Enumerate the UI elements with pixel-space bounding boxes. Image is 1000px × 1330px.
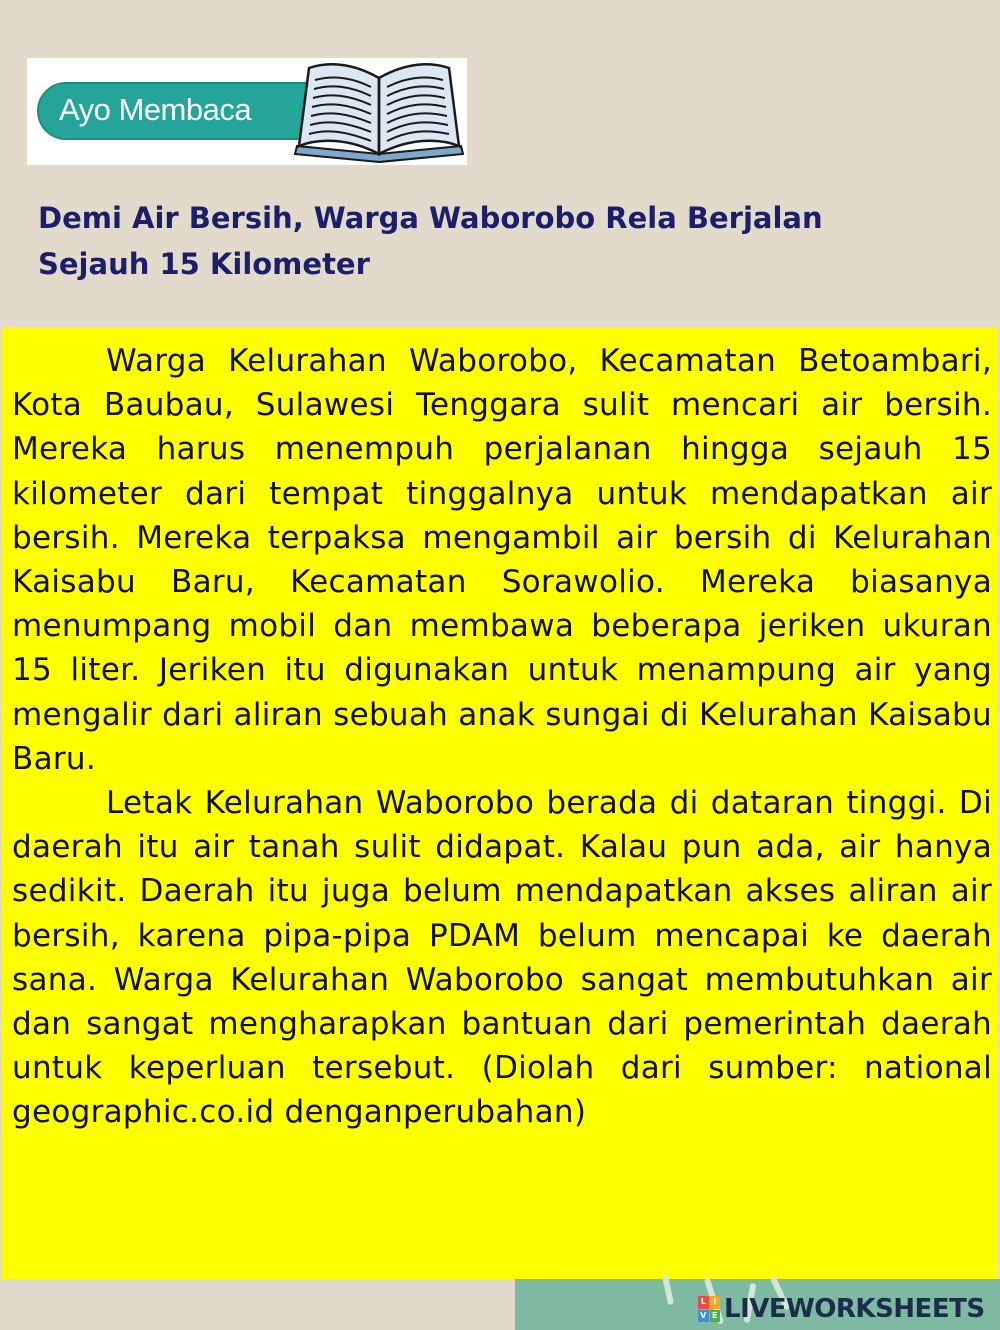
article-title: [38, 195, 968, 287]
article-paragraph-2: Letak Kelurahan Waborobo berada di dataran tinggi. Di daerah itu air tanah sulit didapat. Kalau pun ada, air hanya sedikit. Daerah itu juga belum mendapatkan akses aliran air bersih, karena pipa-pipa PDAM belum mencapai ke daerah sana. Warga Kelurahan Waborobo sangat membutuhkan air dan sangat mengharapkan bantuan dari pemerintah daerah untuk keperluan tersebut. (Diolah dari sumber: national geographic.co.id denganperubahan): [12, 785, 992, 1131]
liveworksheets-logo-icon: L I V E: [698, 1296, 720, 1322]
article-title-line-1: Demi Air Bersih, Warga Waborobo Rela Berjalan: [38, 201, 823, 235]
article-paragraph-1: Warga Kelurahan Waborobo, Kecamatan Betoambari, Kota Baubau, Sulawesi Tenggara sulit mencari air bersih. Mereka harus menempuh perjalanan hingga sejauh 15 kilometer dari tempat tinggalnya untuk mendapatkan air bersih. Mereka terpaksa mengambil air bersih di Kelurahan Kaisabu Baru, Kecamatan Sorawolio. Mereka biasanya menumpang mobil dan membawa beberapa jeriken ukuran 15 liter. Jeriken itu digunakan untuk menampung air yang mengalir dari aliran sebuah anak sungai di Kelurahan Kaisabu Baru.: [12, 343, 992, 777]
watermark-text: LIVEWORKSHEETS: [724, 1294, 985, 1324]
banner-label: Ayo Membaca: [59, 92, 252, 127]
article-title-line-2: Sejauh 15 Kilometer: [38, 247, 370, 281]
ayo-membaca-banner: [27, 58, 467, 165]
liveworksheets-watermark: [698, 1294, 985, 1324]
article-body: [12, 339, 992, 1135]
open-book-icon: [289, 58, 467, 165]
